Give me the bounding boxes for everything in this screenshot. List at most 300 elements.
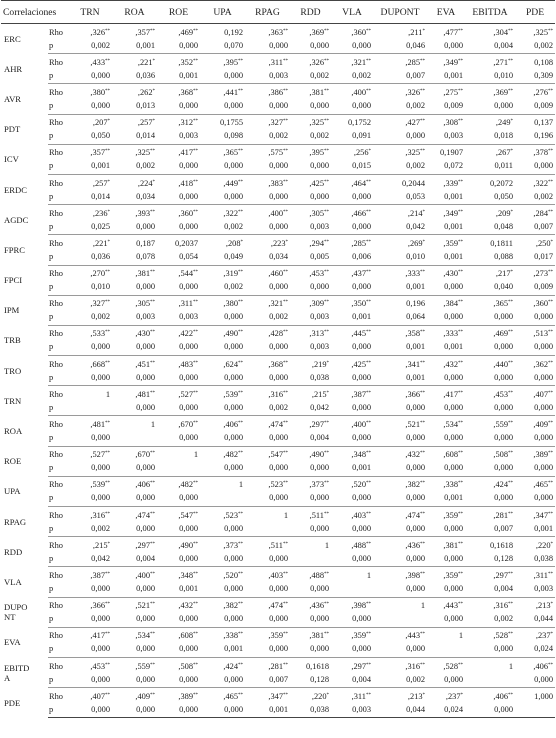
significance-marker: ** [366,390,371,396]
significance-marker: ** [150,270,155,276]
significance-marker: * [326,390,329,396]
table-row [1,250,555,265]
p-value-cell: 0,000 [68,491,112,506]
significance-marker: ** [366,209,371,215]
stat-label-rho: Rho [49,510,63,520]
p-value-cell: 0,000 [200,703,245,718]
rho-cell: ,511** [268,540,288,550]
p-value-cell: 0,000 [373,582,427,597]
p-value-cell: 0,000 [157,99,200,114]
rho-cell: ,508** [493,450,513,460]
significance-marker: ** [193,270,198,276]
significance-marker: * [510,149,513,155]
significance-marker: ** [324,632,329,638]
p-value-cell: 0,000 [427,401,465,416]
significance-marker: ** [283,571,288,577]
rho-cell: ,373** [309,480,329,490]
rho-cell: ,285** [351,238,371,248]
significance-marker: ** [105,300,110,306]
significance-marker: ** [150,602,155,608]
stat-label-p: p [48,340,68,355]
significance-marker: ** [548,360,553,366]
p-value-cell: 0,003 [290,220,331,235]
rho-cell: ,559** [135,661,155,671]
p-value-cell: 0,000 [245,491,290,506]
rho-cell: ,250* [535,238,553,248]
p-value-cell: 0,000 [157,703,200,718]
p-value-cell: 0,002 [373,99,427,114]
significance-marker: ** [150,360,155,366]
stat-label-p: p [48,461,68,476]
rho-cell: ,325** [135,148,155,158]
table-row [1,431,555,446]
significance-marker: ** [458,179,463,185]
significance-marker: * [107,179,110,185]
significance-marker: ** [366,270,371,276]
p-value-cell: 0,000 [157,401,200,416]
rho-cell: ,326** [90,27,110,37]
column-header: EVA [427,1,465,24]
significance-marker: ** [420,88,425,94]
p-value-cell: 0,000 [427,431,465,446]
rho-cell: ,224* [137,178,155,188]
rho-cell: ,213* [407,691,425,701]
stat-label-p: p [48,673,68,688]
significance-marker: * [422,692,425,698]
significance-marker: ** [238,88,243,94]
p-value-cell: 0,000 [290,39,331,54]
rho-cell: ,670** [178,420,198,430]
p-value-cell: 0,010 [373,250,427,265]
table-row [1,657,555,672]
significance-marker: ** [458,270,463,276]
rho-cell: ,441** [223,87,243,97]
rho-cell: 1 [324,540,329,550]
rho-cell: ,466** [351,208,371,218]
rho-cell: ,387** [351,389,371,399]
p-value-cell: 0,000 [245,642,290,657]
p-value-cell: 0,000 [200,99,245,114]
rho-cell: ,477** [443,27,463,37]
significance-marker: ** [420,451,425,457]
rho-cell: ,237* [445,691,463,701]
p-value-cell: 0,014 [68,190,112,205]
significance-marker: * [326,692,329,698]
p-value-cell: 0,000 [515,431,555,446]
p-value-cell: 0,000 [68,703,112,718]
rho-cell: ,360** [351,27,371,37]
significance-marker: ** [508,28,513,34]
rho-cell: ,440** [493,359,513,369]
significance-marker: ** [193,662,198,668]
p-value-cell: 0,000 [68,461,112,476]
rho-cell: ,352** [178,57,198,67]
p-value-cell: 0,000 [331,642,373,657]
p-value-cell: 0,088 [465,250,515,265]
p-value-cell [515,703,555,718]
significance-marker: ** [366,541,371,547]
significance-marker: ** [324,571,329,577]
significance-marker: ** [193,360,198,366]
rho-cell: ,281** [268,661,288,671]
stat-label-rho: Rho [49,269,63,279]
rho-cell: ,338** [223,631,243,641]
stat-label-p: p [48,129,68,144]
rho-cell: ,305** [135,299,155,309]
table-row [1,416,555,431]
stat-label-rho: Rho [49,601,63,611]
significance-marker: ** [193,58,198,64]
p-value-cell: 0,003 [157,129,200,144]
p-value-cell: 0,017 [515,250,555,265]
table-row [1,205,555,220]
rho-cell: ,393** [135,208,155,218]
rho-cell: ,465** [223,691,243,701]
row-label-line: DUPO [4,602,28,613]
significance-marker: ** [238,421,243,427]
p-value-cell: 0,000 [290,522,331,537]
p-value-cell: 0,000 [200,310,245,325]
significance-marker: ** [283,360,288,366]
significance-marker: ** [548,421,553,427]
rho-cell: ,544** [178,269,198,279]
p-value-cell: 0,002 [245,401,290,416]
rho-cell: ,481** [90,420,110,430]
rho-cell: ,521** [405,420,425,430]
significance-marker: ** [283,421,288,427]
p-value-cell: 0,000 [245,190,290,205]
significance-marker: ** [508,330,513,336]
significance-marker: ** [366,451,371,457]
significance-marker: ** [238,602,243,608]
p-value-cell: 0,002 [200,280,245,295]
significance-marker: ** [420,511,425,517]
significance-marker: ** [366,602,371,608]
rho-cell: ,520** [223,570,243,580]
rho-cell: ,273** [533,269,553,279]
significance-marker: ** [283,662,288,668]
p-value-cell: 0,000 [200,69,245,84]
p-value-cell: 0,024 [427,703,465,718]
rho-cell: ,384** [443,299,463,309]
significance-marker: ** [548,149,553,155]
row-label-line: EBITD [4,662,30,673]
rho-cell: ,357** [135,27,155,37]
p-value-cell: 0,002 [465,612,515,627]
p-value-cell: 0,003 [245,69,290,84]
p-value-cell: 0,018 [465,129,515,144]
significance-marker: ** [105,149,110,155]
rho-cell: ,443** [443,601,463,611]
p-value-cell: 0,000 [515,491,555,506]
significance-marker: ** [366,28,371,34]
p-value-cell: 0,000 [157,220,200,235]
p-value-cell: 0,000 [427,310,465,325]
significance-marker: ** [283,481,288,487]
p-value-cell: 0,002 [112,159,157,174]
p-value-cell: 0,005 [290,250,331,265]
stat-label-p: p [48,371,68,386]
significance-marker: ** [238,58,243,64]
p-value-cell: 0,053 [373,190,427,205]
significance-marker: ** [420,481,425,487]
rho-cell: ,386** [268,87,288,97]
rho-cell: ,528** [493,631,513,641]
rho-cell: ,305** [309,208,329,218]
significance-marker: * [422,239,425,245]
rho-cell: ,395** [309,148,329,158]
significance-marker: ** [105,58,110,64]
p-value-cell: 0,000 [245,280,290,295]
p-value-cell: 0,000 [290,280,331,295]
significance-marker: ** [105,571,110,577]
p-value-cell: 0,000 [427,461,465,476]
stat-label-p: p [48,491,68,506]
p-value-cell: 0,004 [465,39,515,54]
stat-label-p: p [48,280,68,295]
significance-marker: ** [150,330,155,336]
p-value-cell: 0,000 [157,552,200,567]
p-value-cell: 0,011 [465,159,515,174]
rho-cell: ,451** [135,359,155,369]
table-row [1,522,555,537]
rho-cell: 1 [238,480,243,490]
row-label-line: A [4,672,11,683]
rho-cell: ,316** [90,510,110,520]
p-value-cell: 0,000 [200,401,245,416]
p-value-cell: 0,002 [331,69,373,84]
significance-marker: ** [548,390,553,396]
significance-marker: ** [193,602,198,608]
rho-cell: ,359** [443,510,463,520]
p-value-cell: 0,000 [331,491,373,506]
rho-cell: ,425** [309,178,329,188]
significance-marker: ** [420,541,425,547]
row-label: RDD [4,546,23,557]
p-value-cell: 0,000 [465,461,515,476]
rho-cell: ,406** [223,420,243,430]
significance-marker: ** [238,149,243,155]
rho-cell: 0,196 [406,299,425,309]
p-value-cell: 0,000 [245,461,290,476]
significance-marker: ** [324,119,329,125]
rho-cell: ,508** [178,661,198,671]
p-value-cell: 0,000 [331,190,373,205]
correlation-table-container [1,0,555,718]
significance-marker: ** [458,239,463,245]
row-label: ROE [4,456,22,467]
significance-marker: ** [508,451,513,457]
rho-cell: ,534** [135,631,155,641]
rho-cell: ,321** [268,299,288,309]
rho-cell: ,325** [405,148,425,158]
p-value-cell: 0,000 [515,310,555,325]
stat-label-rho: Rho [49,299,63,309]
significance-marker: ** [150,28,155,34]
p-value-cell: 0,196 [515,129,555,144]
significance-marker: ** [283,632,288,638]
p-value-cell: 0,001 [331,461,373,476]
rho-cell: 1 [508,661,513,671]
p-value-cell: 0,000 [290,491,331,506]
rho-cell: ,220* [535,540,553,550]
rho-cell: ,528** [443,661,463,671]
significance-marker: ** [548,270,553,276]
significance-marker: ** [238,692,243,698]
p-value-cell: 0,001 [373,280,427,295]
p-value-cell: 0,000 [427,280,465,295]
p-value-cell: 0,000 [373,642,427,657]
rho-cell: ,668** [90,359,110,369]
significance-marker: ** [193,390,198,396]
p-value-cell: 0,001 [200,642,245,657]
row-label: PDT [4,124,21,135]
rho-cell: ,469** [493,329,513,339]
significance-marker: * [550,602,553,608]
p-value-cell: 0,098 [200,129,245,144]
rho-cell: ,380** [223,299,243,309]
rho-cell: ,297** [351,661,371,671]
rho-cell: ,534** [443,420,463,430]
rho-cell: ,436** [405,540,425,550]
row-label: PDE [4,697,21,708]
rho-cell: ,312** [178,118,198,128]
significance-marker: ** [548,300,553,306]
rho-cell: ,430** [443,269,463,279]
p-value-cell: 0,025 [68,220,112,235]
rho-cell: ,311** [351,691,371,701]
p-value-cell: 0,003 [290,340,331,355]
table-row [1,220,555,235]
p-value-cell: 0,000 [290,612,331,627]
significance-marker: ** [458,28,463,34]
p-value-cell: 0,000 [112,612,157,627]
stat-label-rho: Rho [49,27,63,37]
stat-label-rho: Rho [49,178,63,188]
significance-marker: ** [193,209,198,215]
p-value-cell: 0,128 [290,673,331,688]
p-value-cell: 0,000 [68,340,112,355]
significance-marker: ** [238,451,243,457]
p-value-cell: 0,002 [68,522,112,537]
table-row [1,190,555,205]
p-value-cell: 0,015 [331,159,373,174]
significance-marker: ** [283,692,288,698]
significance-marker: ** [283,270,288,276]
p-value-cell: 0,002 [245,310,290,325]
p-value-cell: 0,000 [112,491,157,506]
significance-marker: ** [238,571,243,577]
significance-marker: ** [150,149,155,155]
significance-marker: ** [324,330,329,336]
rho-cell: ,363** [268,27,288,37]
column-header: RPAG [245,1,290,24]
rho-cell: ,443** [405,631,425,641]
p-value-cell: 0,000 [427,39,465,54]
significance-marker: ** [193,119,198,125]
stat-label-rho: Rho [49,420,63,430]
p-value-cell: 0,000 [290,642,331,657]
rho-cell: ,319** [223,269,243,279]
rho-cell: 0,1618 [305,661,329,671]
p-value-cell: 0,006 [331,250,373,265]
significance-marker: * [368,149,371,155]
column-header: DUPONT [373,1,427,24]
rho-cell: ,221* [137,57,155,67]
rho-cell: ,670** [135,450,155,460]
row-label: AHR [4,63,23,74]
significance-marker: ** [324,511,329,517]
rho-cell: ,482** [178,480,198,490]
p-value-cell [245,522,290,537]
significance-marker: ** [105,270,110,276]
p-value-cell: 0,010 [68,280,112,295]
significance-marker: * [152,88,155,94]
rho-cell: ,223* [270,238,288,248]
rho-cell: ,520** [351,480,371,490]
significance-marker: ** [105,88,110,94]
p-value-cell: 0,000 [373,522,427,537]
p-value-cell: 0,002 [245,129,290,144]
p-value-cell: 0,003 [290,310,331,325]
p-value-cell: 0,000 [331,552,373,567]
p-value-cell: 0,046 [373,39,427,54]
rho-cell: ,359** [443,238,463,248]
p-value-cell: 0,002 [373,673,427,688]
correlation-table [1,0,555,718]
significance-marker: ** [508,58,513,64]
column-header: ROE [157,1,200,24]
p-value-cell: 0,040 [465,280,515,295]
p-value-cell: 0,000 [112,642,157,657]
significance-marker: * [550,239,553,245]
significance-marker: ** [324,209,329,215]
rho-cell: 0,1752 [347,118,371,128]
rho-cell: ,316** [493,601,513,611]
rho-cell: ,523** [223,510,243,520]
rho-cell: ,366** [405,389,425,399]
p-value-cell: 0,000 [465,371,515,386]
rho-cell: ,398** [405,570,425,580]
p-value-cell: 0,000 [331,612,373,627]
rho-cell: ,523** [268,480,288,490]
rho-cell: ,398** [351,601,371,611]
rho-cell: ,387** [90,570,110,580]
rho-cell: ,400** [351,87,371,97]
rho-cell: ,400** [268,208,288,218]
rho-cell: ,424** [493,480,513,490]
p-value-cell: 0,038 [515,552,555,567]
p-value-cell: 0,002 [290,129,331,144]
significance-marker: * [107,209,110,215]
stat-label-p: p [48,612,68,627]
rho-cell: ,482** [223,450,243,460]
rho-cell: 0,1618 [489,540,513,550]
rho-cell: ,469** [178,27,198,37]
significance-marker: * [550,541,553,547]
p-value-cell: 0,004 [112,552,157,567]
table-row [1,703,555,718]
table-row [1,597,555,612]
stat-label-rho: Rho [49,118,63,128]
column-header: ROA [112,1,157,24]
stat-label-rho: Rho [49,208,63,218]
significance-marker: ** [105,692,110,698]
p-value-cell: 0,007 [515,220,555,235]
significance-marker: ** [105,602,110,608]
rho-cell: ,341** [405,359,425,369]
p-value-cell: 0,000 [331,431,373,446]
